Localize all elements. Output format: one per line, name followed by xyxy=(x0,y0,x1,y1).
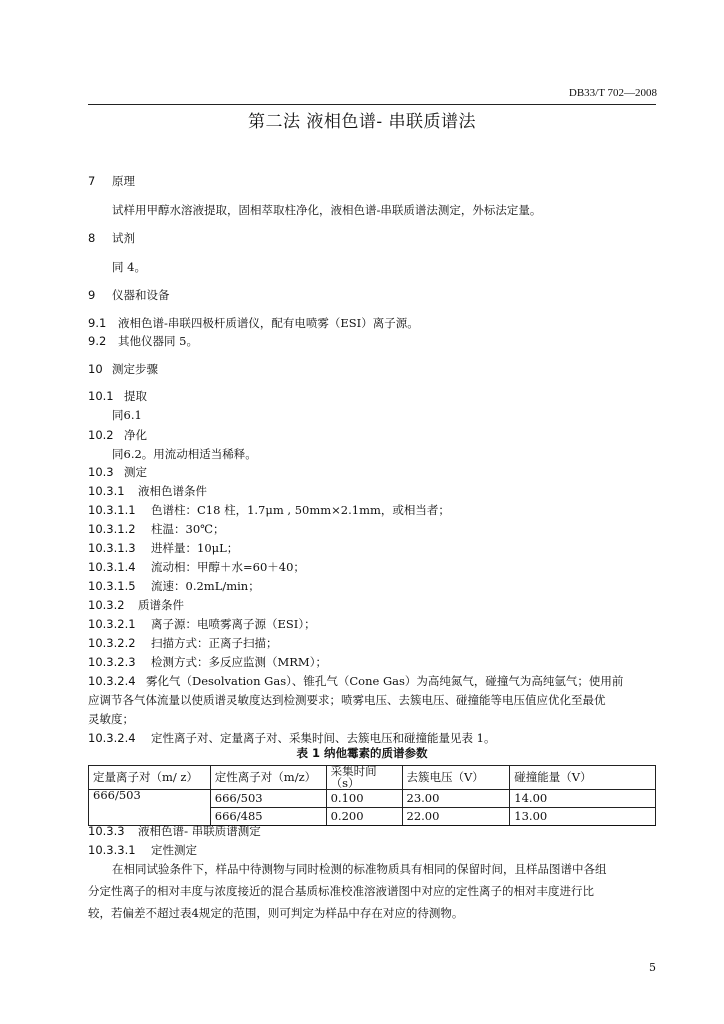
table-cell: 13.00 xyxy=(510,808,656,826)
clause-number: 10.3.1.3 xyxy=(88,541,136,555)
document-code: DB33/T 702—2008 xyxy=(568,87,657,99)
section-7-heading xyxy=(88,176,135,188)
clause-title: 提取 xyxy=(124,389,147,403)
clause-number: 9.1 xyxy=(88,316,107,330)
clause-number: 10.3.2 xyxy=(88,598,125,612)
clause-number: 10.3.2.3 xyxy=(88,655,136,669)
clause-text: 离子源：电喷雾离子源（ESI）； xyxy=(151,617,316,631)
clause-10-3-2 xyxy=(88,600,184,612)
clause-text: 流速：0.2mL/min； xyxy=(151,579,260,593)
clause-title: 液相色谱- 串联质谱测定 xyxy=(138,824,261,838)
clause-number: 10.2 xyxy=(88,428,114,442)
section-title: 仪器和设备 xyxy=(112,288,170,302)
clause-number: 10.3.2.2 xyxy=(88,636,136,650)
section-title: 测定步骤 xyxy=(112,362,158,376)
clause-10-1-text: 同6.1 xyxy=(112,408,142,422)
section-number: 10 xyxy=(88,362,103,376)
section-9-heading xyxy=(88,290,170,302)
section-number: 8 xyxy=(88,231,96,245)
section-number: 7 xyxy=(88,174,96,188)
clause-number: 10.3.1.2 xyxy=(88,522,136,536)
clause-text: 柱温：30℃； xyxy=(151,522,225,536)
lc-item xyxy=(88,543,238,555)
clause-text: 液相色谱-串联四极杆质谱仪，配有电喷雾（ESI）离子源。 xyxy=(118,316,419,330)
section-number: 9 xyxy=(88,288,96,302)
clause-number: 10.3.3 xyxy=(88,824,125,838)
ms-item xyxy=(88,619,316,631)
clause-10-3-1 xyxy=(88,486,207,498)
lc-item xyxy=(88,581,260,593)
clause-text: 扫描方式：正离子扫描； xyxy=(151,636,278,650)
table-cell: 23.00 xyxy=(402,790,510,808)
clause-number: 10.3.2.4 xyxy=(88,674,136,688)
column-header: 去簇电压（V） xyxy=(402,766,510,790)
clause-number: 10.3.1.4 xyxy=(88,560,136,574)
clause-10-3-3 xyxy=(88,826,261,838)
clause-title: 定性测定 xyxy=(151,843,197,857)
clause-number: 10.1 xyxy=(88,389,114,403)
column-header: 定性离子对（m/z） xyxy=(210,766,326,790)
page-title: 第二法 液相色谱- 串联质谱法 xyxy=(247,112,477,132)
table-cell: 22.00 xyxy=(402,808,510,826)
clause-number: 10.3 xyxy=(88,465,114,479)
clause-text: 定性离子对、定量离子对、采集时间、去簇电压和碰撞能量见表 1。 xyxy=(151,731,496,745)
clause-number: 10.3.2.4 xyxy=(88,731,136,745)
clause-number: 10.3.1 xyxy=(88,484,125,498)
table-cell: 0.100 xyxy=(326,790,402,808)
column-header: 定量离子对（m/ z） xyxy=(89,766,211,790)
table-cell: 666/485 xyxy=(210,808,326,826)
section-title: 试剂 xyxy=(112,231,135,245)
section-10-heading xyxy=(88,364,158,376)
clause-10-3 xyxy=(88,467,147,479)
lc-item xyxy=(88,524,225,536)
page-number: 5 xyxy=(649,961,656,974)
lc-item xyxy=(88,505,450,517)
table-cell: 0.200 xyxy=(326,808,402,826)
table-cell: 666/503 xyxy=(89,790,211,826)
clause-10-3-2-4-line1 xyxy=(88,676,623,688)
column-header: 碰撞能量（V） xyxy=(510,766,656,790)
clause-number: 9.2 xyxy=(88,334,107,348)
table-cell: 14.00 xyxy=(510,790,656,808)
section-8-heading xyxy=(88,233,135,245)
table-header-row xyxy=(89,766,656,790)
mass-spec-parameters-table xyxy=(88,765,656,826)
clause-10-3-2-4-line2: 应调节各气体流量以使质谱灵敏度达到检测要求；喷雾电压、去簇电压、碰撞能等电压值应优化至最优 xyxy=(88,693,606,707)
header-rule xyxy=(88,104,656,105)
table-caption: 表 1 纳他霉素的质谱参数 xyxy=(296,746,428,760)
clause-10-3-2-4-table-ref xyxy=(88,733,495,745)
clause-text: 雾化气（Desolvation Gas）、锥孔气（Cone Gas）为高纯氮气，碰撞气为高纯氩气；使用前 xyxy=(146,674,624,688)
clause-9-1 xyxy=(88,318,419,330)
clause-title: 净化 xyxy=(124,428,147,442)
clause-title: 测定 xyxy=(124,465,147,479)
table-cell: 666/503 xyxy=(210,790,326,808)
clause-10-1 xyxy=(88,391,147,403)
clause-9-2 xyxy=(88,336,198,348)
section-title: 原理 xyxy=(112,174,135,188)
lc-item xyxy=(88,562,305,574)
section-8-text: 同 4。 xyxy=(112,260,146,274)
clause-number: 10.3.2.1 xyxy=(88,617,136,631)
clause-text: 流动相：甲醇＋水=60＋40； xyxy=(151,560,305,574)
clause-number: 10.3.3.1 xyxy=(88,843,136,857)
column-header: 采集时间（s） xyxy=(326,766,402,790)
clause-title: 液相色谱条件 xyxy=(138,484,207,498)
clause-10-3-2-4-line3: 灵敏度； xyxy=(88,712,134,726)
clause-text: 色谱柱：C18 柱，1.7μm , 50mm×2.1mm，或相当者； xyxy=(151,503,450,517)
clause-number: 10.3.1.5 xyxy=(88,579,136,593)
clause-10-3-3-1-line1: 在相同试验条件下，样品中待测物与同时检测的标准物质具有相同的保留时间，且样品图谱中各组 xyxy=(112,862,607,876)
clause-10-2-text: 同6.2。用流动相适当稀释。 xyxy=(112,447,257,461)
clause-10-3-3-1-line2: 分定性离子的相对丰度与浓度接近的混合基质标准校准溶液谱图中对应的定性离子的相对丰度进行比 xyxy=(88,884,594,898)
clause-title: 质谱条件 xyxy=(138,598,184,612)
table-row xyxy=(89,790,656,808)
clause-number: 10.3.1.1 xyxy=(88,503,136,517)
clause-10-2 xyxy=(88,430,147,442)
clause-10-3-3-1 xyxy=(88,845,197,857)
clause-text: 检测方式：多反应监测（MRM）； xyxy=(151,655,327,669)
ms-item xyxy=(88,657,327,669)
clause-text: 其他仪器同 5。 xyxy=(118,334,198,348)
clause-text: 进样量：10μL； xyxy=(151,541,239,555)
clause-10-3-3-1-line3: 较，若偏差不超过表4规定的范围，则可判定为样品中存在对应的待测物。 xyxy=(88,906,464,920)
section-7-text: 试样用甲醇水溶液提取，固相萃取柱净化，液相色谱-串联质谱法测定，外标法定量。 xyxy=(112,203,542,217)
ms-item xyxy=(88,638,278,650)
